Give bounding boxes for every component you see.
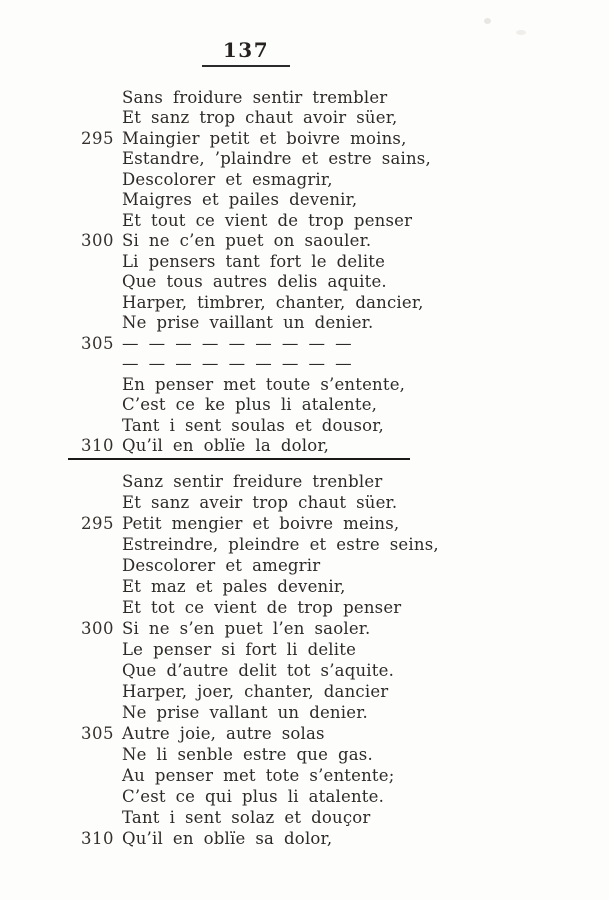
line-number: 305: [81, 333, 114, 353]
poem-line: [68, 555, 569, 576]
poem-line: [68, 395, 569, 416]
page-number: 137: [222, 38, 270, 62]
line-text: C’est ce qui plus li atalente.: [122, 787, 385, 806]
poem-line: [68, 190, 569, 211]
line-number: 295: [81, 128, 114, 148]
poem-line: [68, 272, 569, 293]
poem-line: [68, 786, 569, 807]
page-header: [202, 38, 290, 67]
poem-line: [68, 681, 569, 702]
line-text: Harper, timbrer, chanter, dancier,: [122, 292, 424, 312]
line-text: Que tous autres delis aquite.: [122, 272, 387, 292]
line-text: Descolorer et amegrir: [122, 556, 321, 575]
poem-line: [68, 313, 569, 334]
line-number: 310: [81, 436, 114, 456]
poem-line: [68, 807, 569, 828]
line-text: Et maz et pales devenir,: [122, 577, 346, 596]
poem-line: [68, 231, 569, 252]
line-text: Estreindre, pleindre et estre seins,: [122, 535, 439, 554]
line-text: — — — — — — — — —: [122, 354, 352, 374]
line-text: Et sanz aveir trop chaut süer.: [122, 493, 398, 512]
poem-line: [68, 765, 569, 786]
line-text: Ne li senble estre que gas.: [122, 745, 373, 764]
poem-line: [68, 702, 569, 723]
poem-line: [68, 149, 569, 170]
poem-line: [68, 513, 569, 534]
poem-line: [68, 169, 569, 190]
line-text: Harper, joer, chanter, dancier: [122, 682, 389, 701]
poem-line: [68, 639, 569, 660]
line-number: 300: [81, 619, 114, 638]
poem-line: [68, 660, 569, 681]
line-text: Petit mengier et boivre meins,: [122, 514, 400, 533]
line-text: Tant i sent solaz et douçor: [122, 808, 371, 827]
line-text: Si ne s’en puet l’en saoler.: [122, 619, 371, 638]
poem-line: [68, 210, 569, 231]
line-text: C’est ce ke plus li atalente,: [122, 395, 378, 415]
line-number: 310: [81, 829, 114, 848]
line-text: Au penser met tote s’entente;: [122, 766, 395, 785]
line-text: En penser met toute s’entente,: [122, 374, 406, 394]
poem-line: [68, 333, 569, 354]
line-text: Le penser si fort li delite: [122, 640, 357, 659]
poem-line: [68, 251, 569, 272]
poem-line: [68, 492, 569, 513]
line-text: Ne prise vaillant un denier.: [122, 313, 374, 333]
poem-line: [68, 108, 569, 129]
poem-line: [68, 354, 569, 375]
line-text: Sans froidure sentir trembler: [122, 87, 388, 107]
poem-line: [68, 415, 569, 436]
line-number: 300: [81, 231, 114, 251]
poem-line: [68, 292, 569, 313]
poem-line: [68, 597, 569, 618]
poem-line: [68, 534, 569, 555]
scan-speck: [516, 30, 526, 35]
line-text: Tant i sent soulas et dousor,: [122, 415, 384, 435]
section-divider: [68, 458, 410, 460]
poem-line: [68, 87, 569, 108]
poem-line: [68, 374, 569, 395]
poem-line: [68, 723, 569, 744]
poem-line: [68, 128, 569, 149]
poem-line: [68, 618, 569, 639]
poem-line: [68, 576, 569, 597]
line-text: Si ne c’en puet on saouler.: [122, 231, 372, 251]
line-number: 305: [81, 724, 114, 743]
line-text: Maigres et pailes devenir,: [122, 190, 358, 210]
line-text: Estandre, ’plaindre et estre sains,: [122, 149, 431, 169]
line-text: — — — — — — — — —: [122, 333, 352, 353]
line-text: Et sanz trop chaut avoir süer,: [122, 108, 398, 128]
poem-line: [68, 436, 569, 457]
poem-line: [68, 744, 569, 765]
line-number: 295: [81, 514, 114, 533]
line-text: Et tout ce vient de trop penser: [122, 210, 413, 230]
line-text: Qu’il en oblïe sa dolor,: [122, 829, 333, 848]
poem-line: [68, 471, 569, 492]
poem-version-2: [68, 471, 569, 849]
line-text: Ne prise vallant un denier.: [122, 703, 368, 722]
poem-version-1: [68, 87, 569, 456]
line-text: Que d’autre delit tot s’aquite.: [122, 661, 395, 680]
line-text: Li pensers tant fort le delite: [122, 251, 386, 271]
line-text: Et tot ce vient de trop penser: [122, 598, 402, 617]
scan-speck: [484, 18, 491, 24]
poem-line: [68, 828, 569, 849]
line-text: Autre joie, autre solas: [122, 724, 325, 743]
line-text: Descolorer et esmagrir,: [122, 169, 333, 189]
line-text: Maingier petit et boivre moins,: [122, 128, 407, 148]
line-text: Qu’il en oblïe la dolor,: [122, 436, 330, 456]
line-text: Sanz sentir freidure trenbler: [122, 472, 383, 491]
